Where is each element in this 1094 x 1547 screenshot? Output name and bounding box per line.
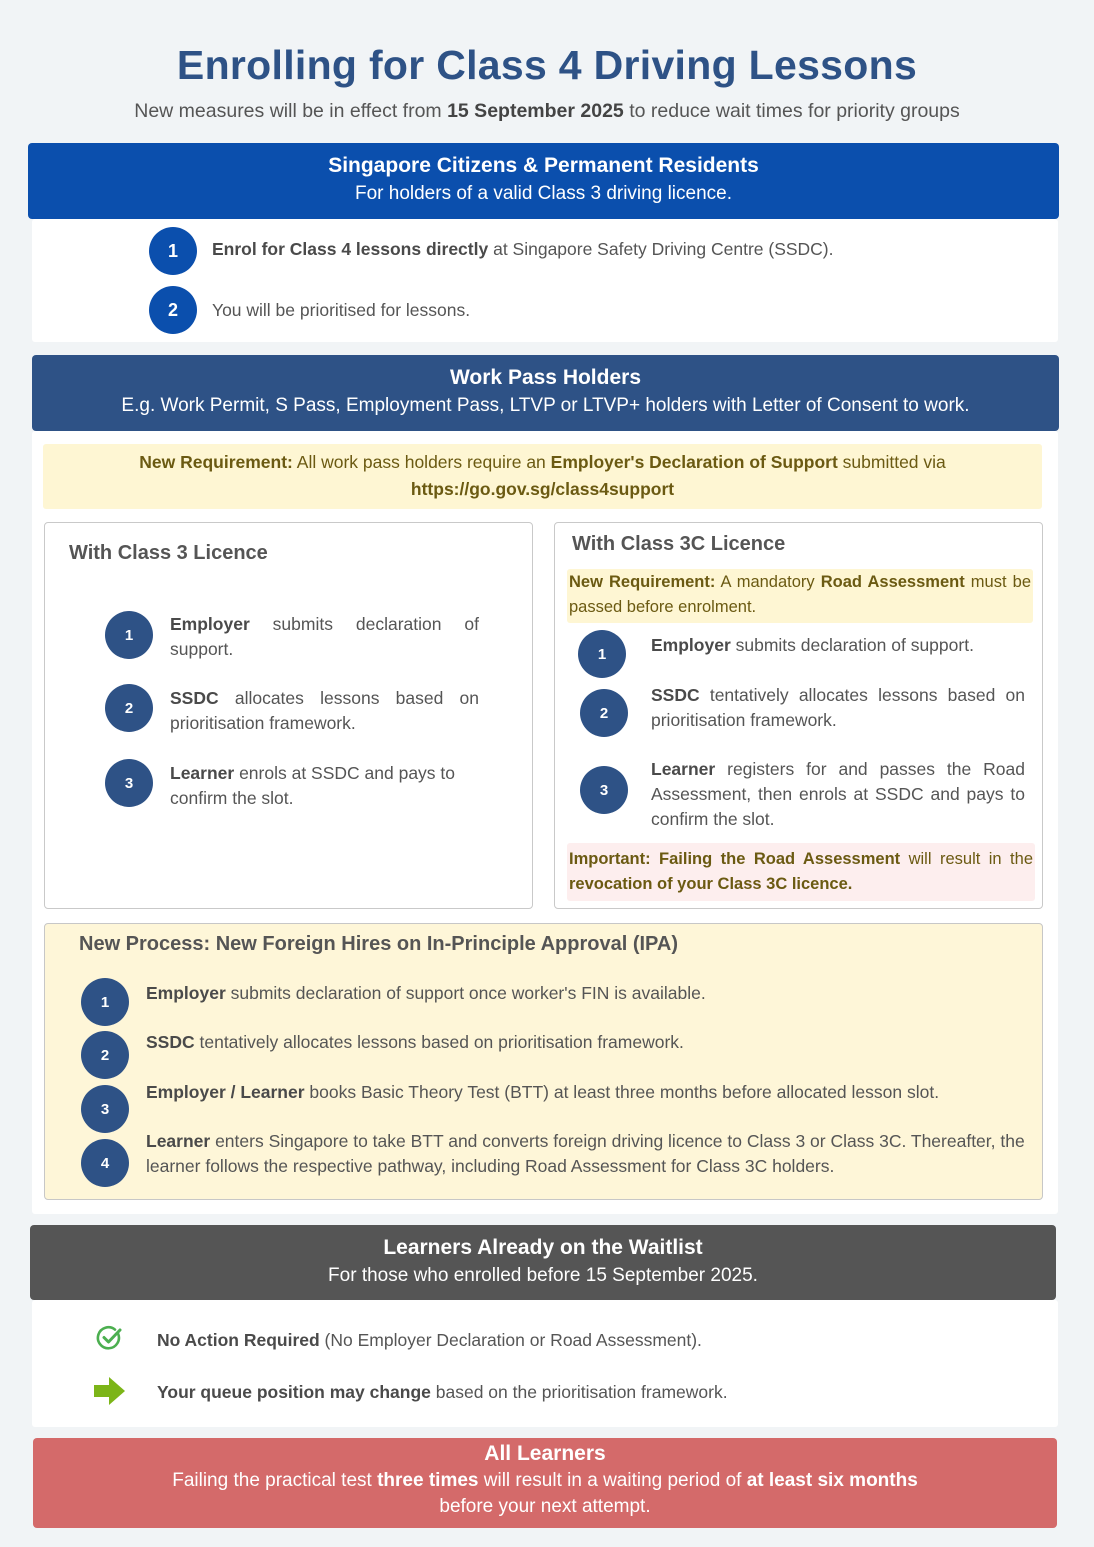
- class3c-title: With Class 3C Licence: [572, 533, 786, 555]
- step-number: 3: [580, 766, 628, 814]
- all-learners-banner: [33, 1438, 1057, 1528]
- ipa-step-1: Employer submits declaration of support once worker's FIN is available.: [146, 983, 706, 1003]
- all-learners-line-2: before your next attempt.: [439, 1496, 651, 1517]
- step-number: 1: [81, 978, 129, 1026]
- workpass-subtitle: E.g. Work Permit, S Pass, Employment Pass, LTVP or LTVP+ holders with Letter of Consent to work.: [121, 395, 970, 416]
- all-learners-title: All Learners: [484, 1442, 606, 1465]
- waitlist-banner: [30, 1225, 1056, 1300]
- workpass-title: Work Pass Holders: [449, 366, 642, 389]
- waitlist-item-queue: Your queue position may change based on the prioritisation framework.: [157, 1382, 728, 1402]
- waitlist-item-no-action: No Action Required (No Employer Declaration or Road Assessment).: [157, 1330, 702, 1350]
- ipa-step-2: SSDC tentatively allocates lessons based on prioritisation framework.: [146, 1032, 684, 1052]
- ipa-box: [44, 923, 1043, 1200]
- class3-title: With Class 3 Licence: [69, 542, 268, 564]
- citizens-banner: [28, 143, 1059, 219]
- step-number: 1: [149, 227, 197, 275]
- arrow-right-icon: [92, 1376, 126, 1406]
- step-number: 1: [578, 630, 626, 678]
- step-number: 2: [81, 1031, 129, 1079]
- waitlist-title: Learners Already on the Waitlist: [383, 1236, 703, 1259]
- ipa-step-4: Learner enters Singapore to take BTT and converts foreign driving licence to Class 3 or Class 3C. Thereafter, the learner follows the respective pathway, including Road Assessment for Class 3C holders.: [146, 1131, 1025, 1176]
- class3c-step-1: Employer submits declaration of support.: [651, 635, 974, 655]
- step-number: 3: [105, 759, 153, 807]
- class3c-step-3: Learner registers for and passes the Road Assessment, then enrols at SSDC and pays to confirm the slot.: [651, 759, 1025, 829]
- class3-step-1: Employer submits declaration of support.: [170, 614, 479, 659]
- ipa-title: New Process: New Foreign Hires on In-Principle Approval (IPA): [79, 933, 679, 955]
- class3c-step-2: SSDC tentatively allocates lessons based on prioritisation framework.: [651, 685, 1025, 730]
- check-circle-icon: [96, 1324, 124, 1352]
- class3c-card: [554, 522, 1043, 909]
- step-number: 2: [105, 684, 153, 732]
- step-number: 1: [105, 611, 153, 659]
- class3c-requirement-note: New Requirement: A mandatory Road Assessment must be passed before enrolment.: [567, 569, 1033, 623]
- step-number: 4: [81, 1139, 129, 1187]
- step-number: 2: [580, 689, 628, 737]
- class3-card: [44, 522, 533, 909]
- workpass-banner: [32, 355, 1059, 431]
- citizens-step-1: Enrol for Class 4 lessons directly at Singapore Safety Driving Centre (SSDC).: [212, 239, 834, 259]
- workpass-requirement-note: New Requirement: All work pass holders require an Employer's Declaration of Support submitted via https://go.gov.sg/class4support: [43, 444, 1042, 509]
- step-number: 3: [81, 1085, 129, 1133]
- class4support-link[interactable]: https://go.gov.sg/class4support: [410, 479, 675, 499]
- effective-date: 15 September 2025: [447, 100, 624, 122]
- citizens-step-2: You will be prioritised for lessons.: [212, 300, 471, 320]
- step-number: 2: [149, 286, 197, 334]
- page-subtitle: New measures will be in effect from 15 September 2025 to reduce wait times for priority groups: [134, 100, 960, 122]
- ipa-step-3: Employer / Learner books Basic Theory Test (BTT) at least three months before allocated lesson slot.: [146, 1082, 940, 1102]
- waitlist-subtitle: For those who enrolled before 15 September 2025.: [328, 1265, 758, 1286]
- citizens-title: Singapore Citizens & Permanent Residents: [328, 154, 759, 177]
- all-learners-line-1: Failing the practical test three times will result in a waiting period of at least six months: [172, 1470, 918, 1491]
- citizens-subtitle: For holders of a valid Class 3 driving licence.: [354, 183, 732, 204]
- class3-step-2: SSDC allocates lessons based on prioritisation framework.: [170, 688, 479, 733]
- class3-step-3: Learner enrols at SSDC and pays to confirm the slot.: [170, 763, 456, 808]
- page-title: Enrolling for Class 4 Driving Lessons: [176, 42, 918, 88]
- citizens-panel: [32, 219, 1058, 342]
- class3c-important-note: Important: Failing the Road Assessment will result in the revocation of your Class 3C licence.: [567, 843, 1035, 901]
- waitlist-panel: [32, 1300, 1058, 1427]
